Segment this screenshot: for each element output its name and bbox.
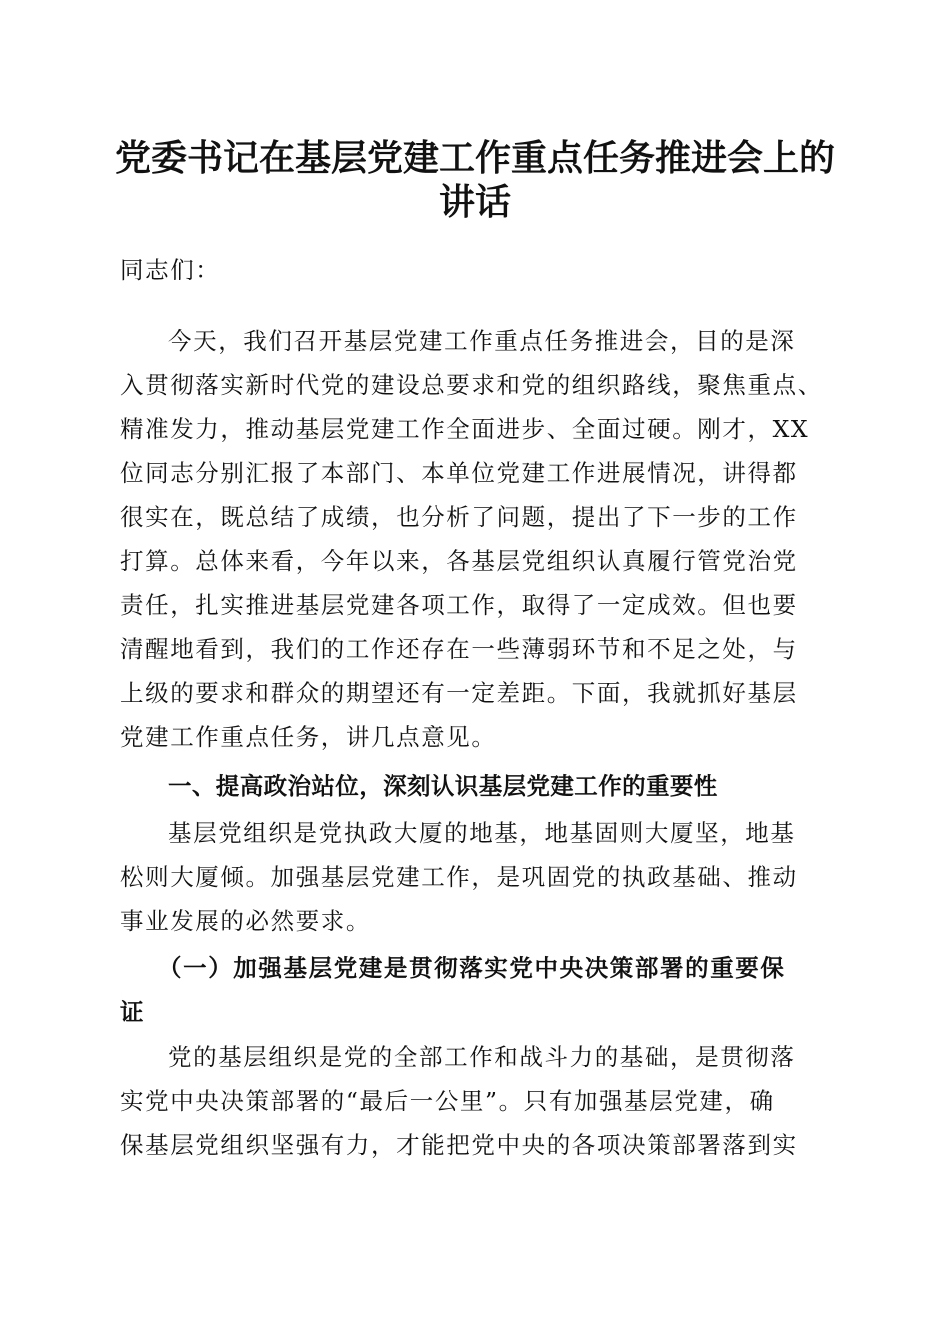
- body-line: 事业发展的必然要求。: [120, 907, 371, 935]
- body-line: 今天，我们召开基层党建工作重点任务推进会，目的是深: [168, 327, 796, 355]
- document-title-line-1: 党委书记在基层党建工作重点任务推进会上的: [114, 137, 835, 179]
- body-line: 党的基层组织是党的全部工作和战斗力的基础，是贯彻落: [168, 1043, 796, 1071]
- body-line: 打算。总体来看，今年以来，各基层党组织认真履行管党治党: [120, 547, 798, 575]
- body-line: 入贯彻落实新时代党的建设总要求和党的组织路线，聚焦重点、: [120, 371, 823, 399]
- body-line: 党建工作重点任务，讲几点意见。: [120, 723, 497, 751]
- body-line: 精准发力，推动基层党建工作全面进步、全面过硬。刚才，XX: [120, 415, 810, 443]
- body-line: 实党中央决策部署的“最后一公里”。只有加强基层党建，确: [120, 1087, 775, 1115]
- subsection-heading: （一）加强基层党建是贯彻落实党中央决策部署的重要保: [158, 954, 786, 982]
- body-line: 清醒地看到，我们的工作还存在一些薄弱环节和不足之处，与: [120, 635, 798, 663]
- document-title-line-2: 讲话: [438, 181, 511, 223]
- body-line: 责任，扎实推进基层党建各项工作，取得了一定成效。但也要: [120, 591, 798, 619]
- body-line: 很实在，既总结了成绩，也分析了问题，提出了下一步的工作: [120, 503, 798, 531]
- subsection-heading: 证: [120, 998, 146, 1026]
- body-line: 基层党组织是党执政大厦的地基，地基固则大厦坚，地基: [168, 819, 796, 847]
- salutation: 同志们：: [120, 256, 221, 284]
- body-line: 上级的要求和群众的期望还有一定差距。下面，我就抓好基层: [120, 679, 798, 707]
- body-line: 松则大厦倾。加强基层党建工作，是巩固党的执政基础、推动: [120, 863, 798, 891]
- body-line: 位同志分别汇报了本部门、本单位党建工作进展情况，讲得都: [120, 459, 798, 487]
- body-line: 保基层党组织坚强有力，才能把党中央的各项决策部署落到实: [120, 1131, 798, 1159]
- section-heading: 一、提高政治站位，深刻认识基层党建工作的重要性: [168, 772, 718, 800]
